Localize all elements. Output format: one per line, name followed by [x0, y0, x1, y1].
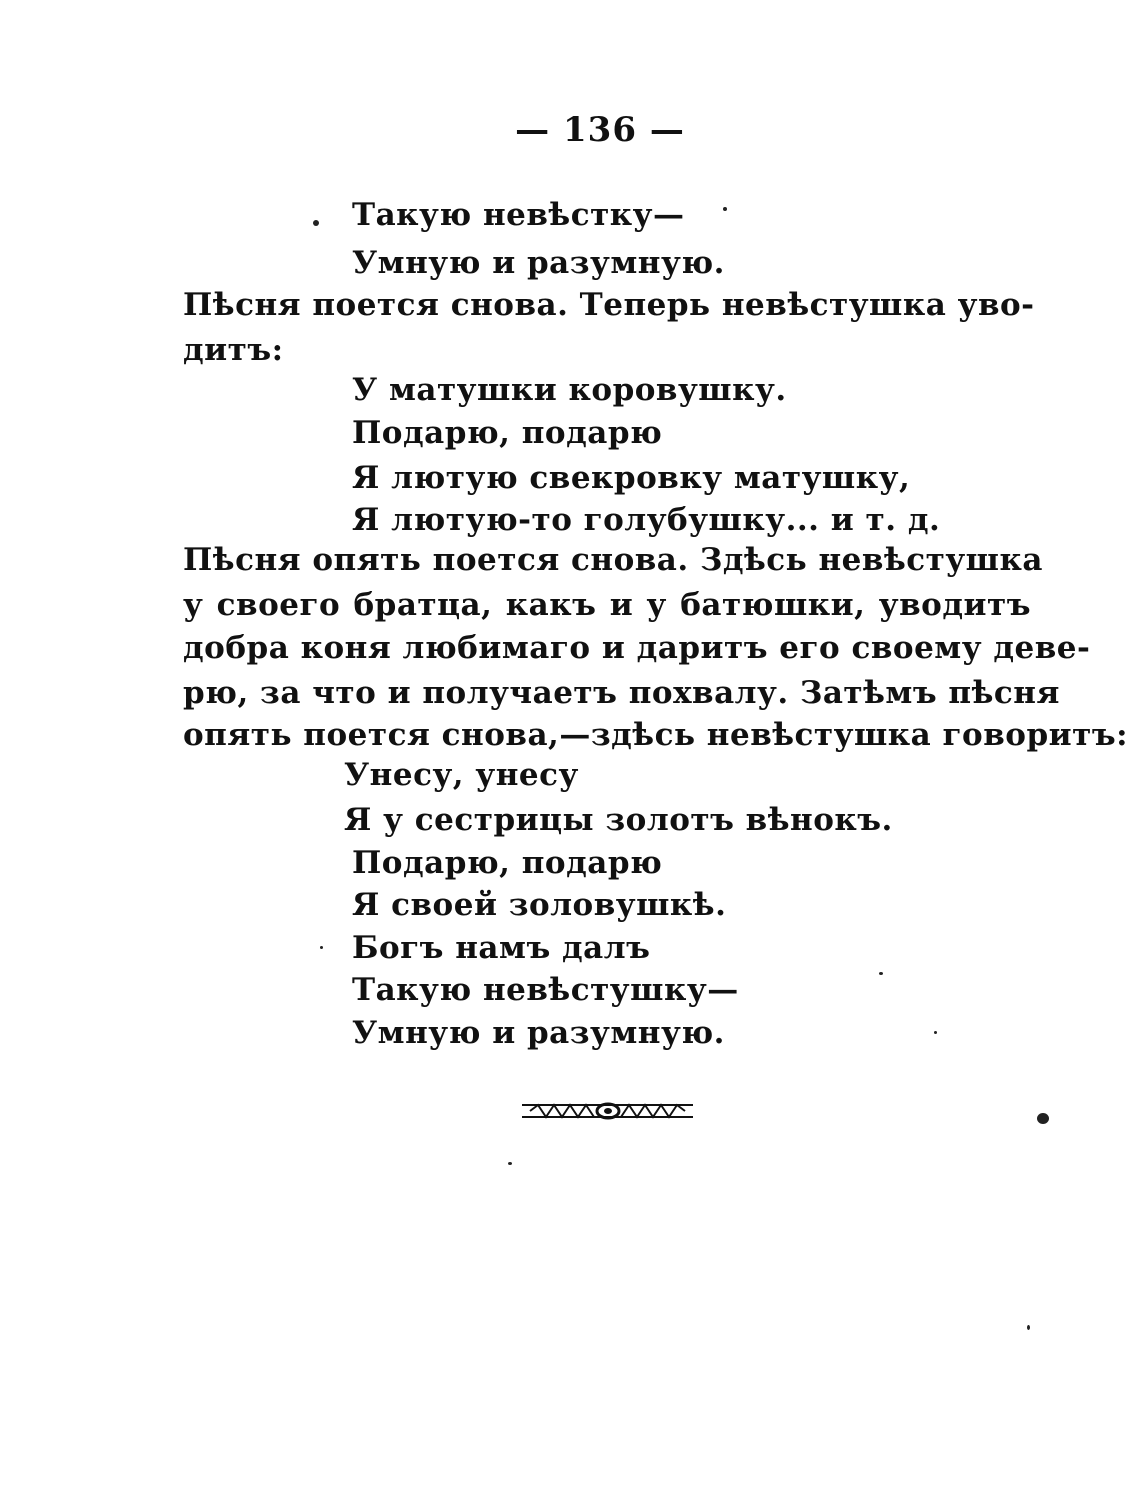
- verse-line: Такую невѣстушку—: [352, 972, 739, 1008]
- verse-line: Подарю, подарю: [352, 415, 663, 451]
- verse-line: Я своей золовушкѣ.: [352, 887, 727, 923]
- verse-line: Богъ намъ далъ: [352, 930, 651, 966]
- prose-line: рю, за что и получаетъ похвалу. Затѣмъ пѣсня: [183, 675, 1060, 711]
- prose-line: Пѣсня опять поется снова. Здѣсь невѣстушка: [183, 542, 1043, 578]
- ornament-divider-icon: [520, 1100, 695, 1122]
- prose-line: Пѣсня поется снова. Теперь невѣстушка уво-: [183, 287, 1035, 323]
- prose-line: добра коня любимаго и даритъ его своему деве-: [183, 630, 1091, 666]
- ink-speck: [879, 972, 883, 975]
- verse-line: У матушки коровушку.: [352, 372, 787, 408]
- ink-speck: [313, 220, 319, 226]
- verse-line: Я лютую свекровку матушку,: [352, 460, 911, 496]
- verse-line: Унесу, унесу: [344, 757, 579, 793]
- prose-line: опять поется снова,—здѣсь невѣстушка говоритъ:: [183, 717, 1129, 753]
- prose-line: у своего братца, какъ и у батюшки, уводитъ: [183, 587, 1031, 623]
- ink-speck: [723, 207, 727, 211]
- ink-speck: [1037, 1113, 1049, 1124]
- page-number: — 136 —: [515, 110, 685, 150]
- ink-speck: [508, 1162, 512, 1165]
- verse-line: Подарю, подарю: [352, 845, 663, 881]
- verse-line: Я лютую-то голубушку... и т. д.: [352, 502, 941, 538]
- prose-line: дитъ:: [183, 332, 284, 368]
- verse-line: Такую невѣстку—: [352, 197, 685, 233]
- ink-speck: [1027, 1325, 1030, 1330]
- verse-line: Умную и разумную.: [352, 1015, 725, 1051]
- ink-speck: [934, 1031, 937, 1034]
- verse-line: Я у сестрицы золотъ вѣнокъ.: [344, 802, 893, 838]
- verse-line: Умную и разумную.: [352, 245, 725, 281]
- ink-speck: [320, 946, 323, 949]
